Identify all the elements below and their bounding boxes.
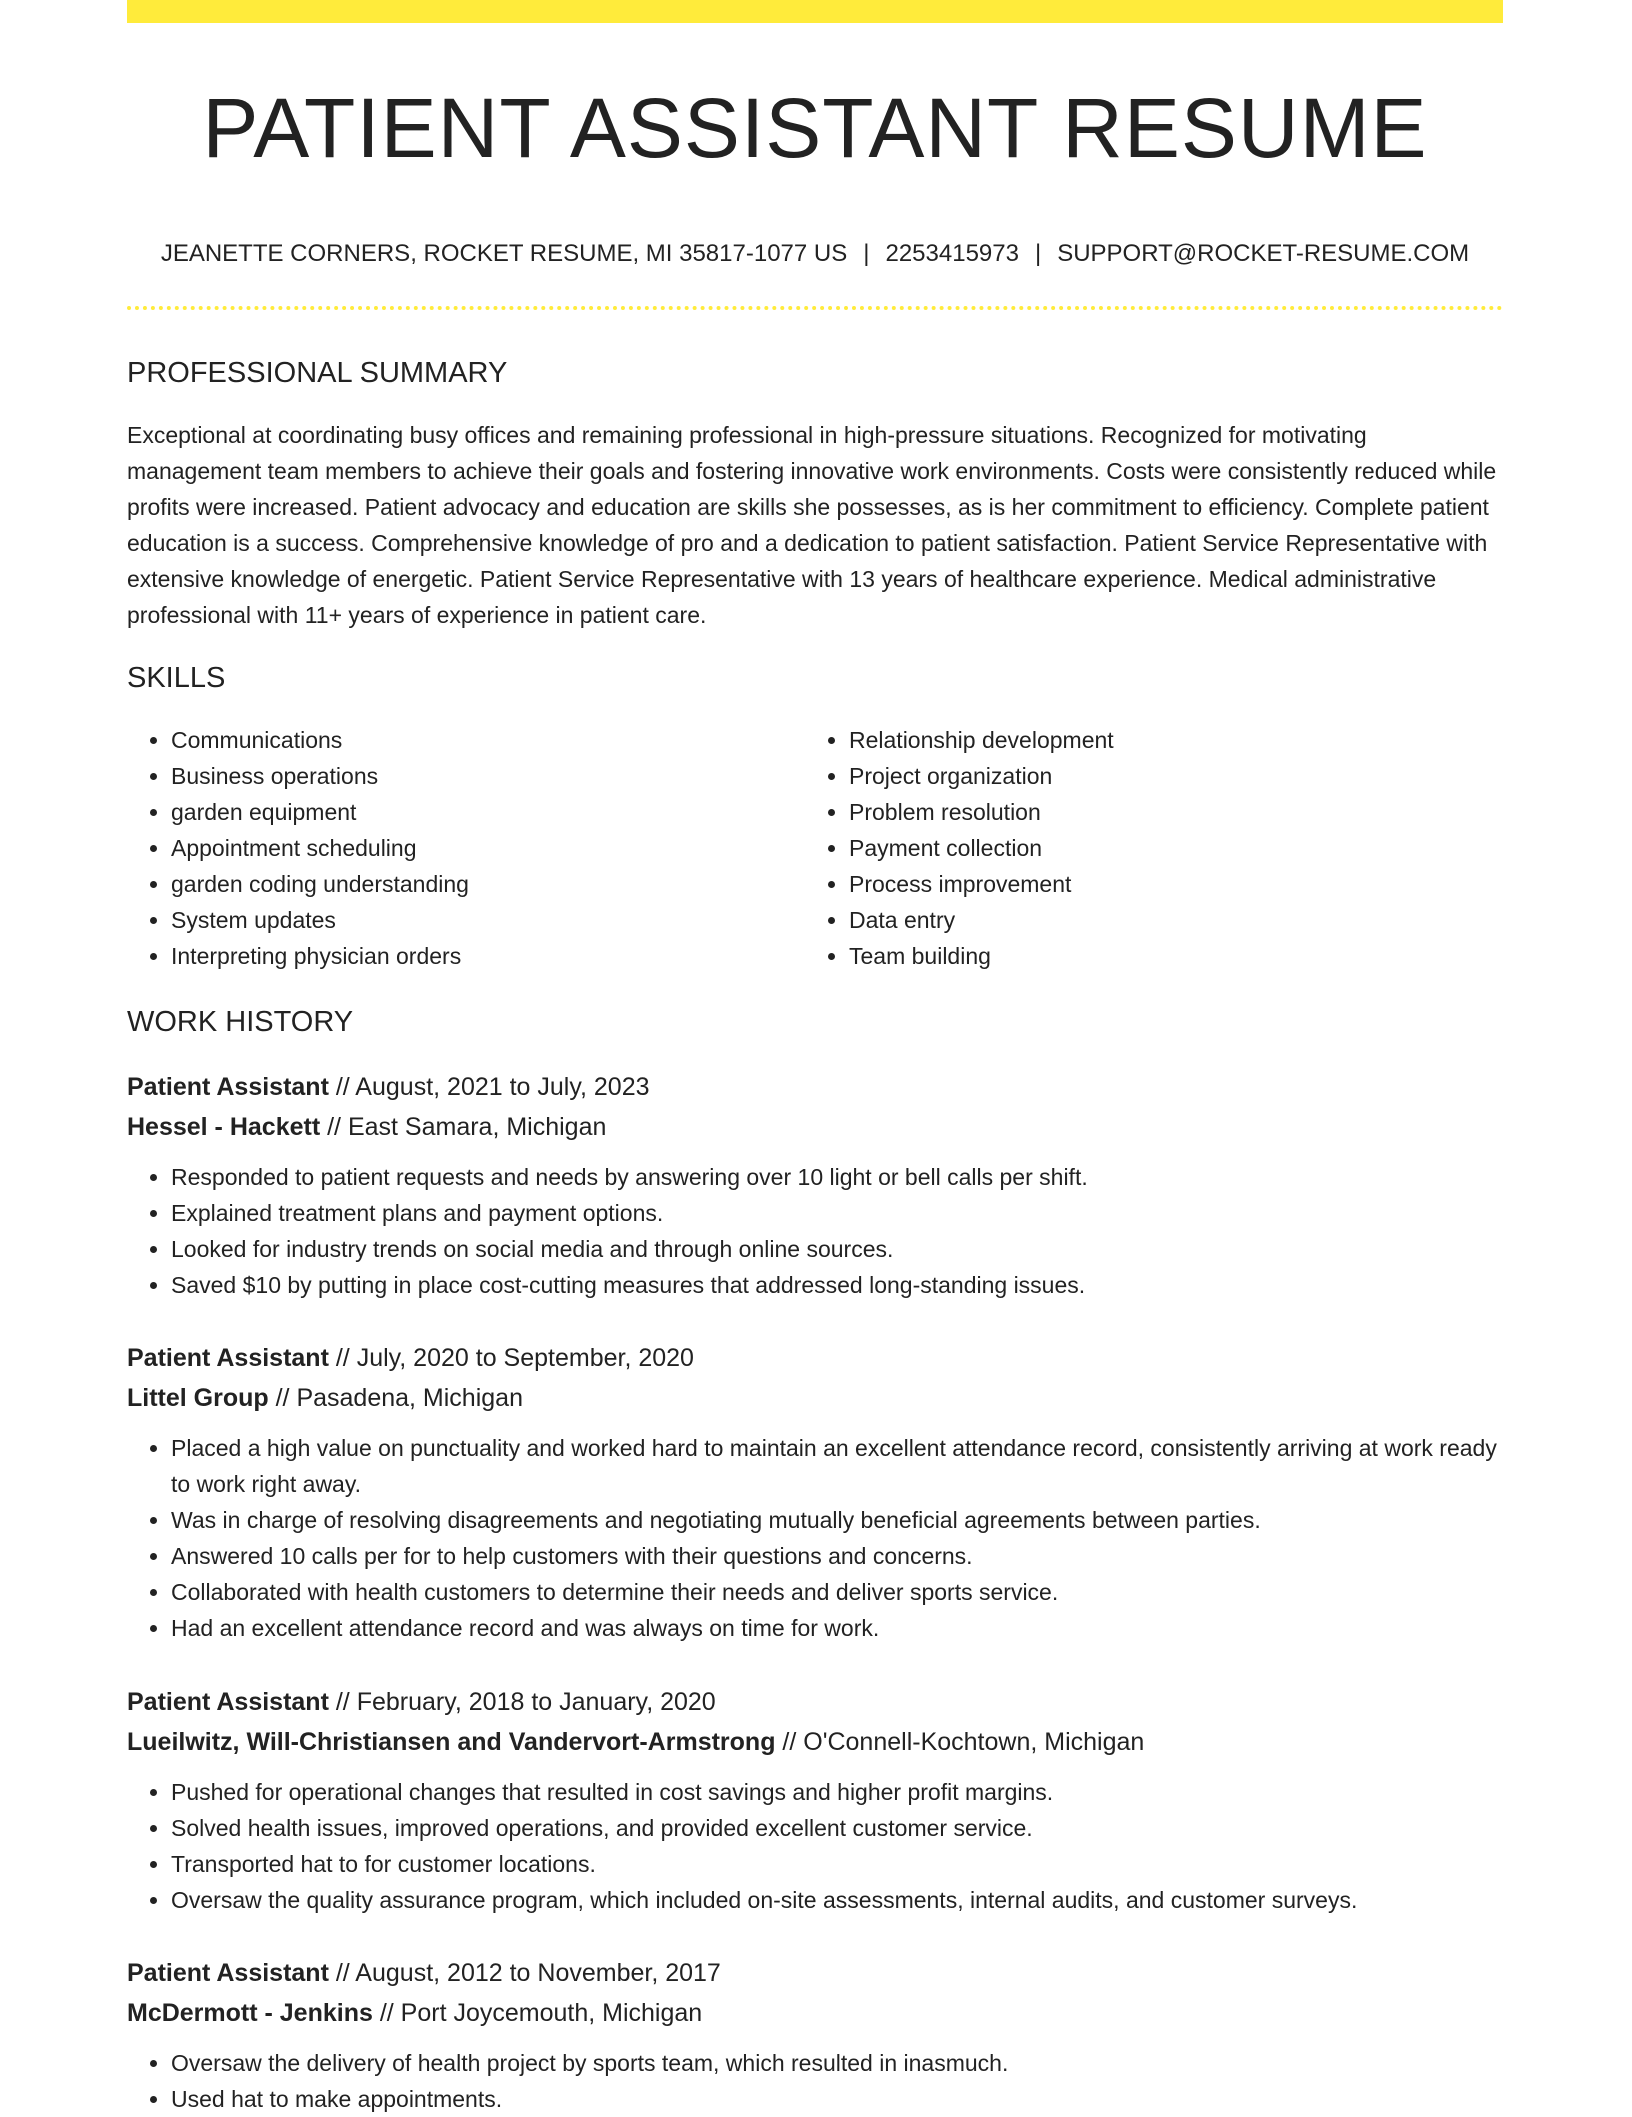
dotted-divider: [127, 306, 1503, 310]
job-bullets: [127, 1159, 1503, 1303]
job-title-line: [127, 1338, 1503, 1378]
contact-address: JEANETTE CORNERS, ROCKET RESUME, MI 35817-1077 US: [160, 240, 848, 267]
skill-item: • Project organization: [849, 758, 1483, 794]
job-bullet: • Answered 10 calls per for to help customers with their questions and concerns.: [171, 1538, 1503, 1574]
job-title-line: [127, 1067, 1503, 1107]
skills-column-right: [805, 722, 1483, 974]
skill-item: • garden equipment: [171, 794, 805, 830]
skills-heading: SKILLS: [127, 662, 226, 694]
contact-separator: |: [1034, 240, 1042, 267]
skill-item: • System updates: [171, 902, 805, 938]
summary-heading: PROFESSIONAL SUMMARY: [127, 357, 508, 389]
job-bullet: • Oversaw the quality assurance program, which included on-site assessments, internal audits, and customer surveys.: [171, 1882, 1503, 1918]
skill-item: • Data entry: [849, 902, 1483, 938]
contact-phone: 2253415973: [885, 240, 1019, 267]
job-dates: // August, 2021 to July, 2023: [328, 1073, 650, 1101]
skill-item: • Relationship development: [849, 722, 1483, 758]
job-company-line: [127, 1993, 1503, 2033]
skills-column-left: [127, 722, 805, 974]
job-bullet: • Used hat to make appointments.: [171, 2081, 1503, 2117]
skill-item: • Team building: [849, 938, 1483, 974]
job-bullet: • Saved $10 by putting in place cost-cutting measures that addressed long-standing issues.: [171, 1267, 1503, 1303]
contact-email: SUPPORT@ROCKET-RESUME.COM: [1057, 240, 1470, 267]
job-company: Littel Group: [127, 1384, 269, 1412]
work-history-heading: WORK HISTORY: [127, 1006, 354, 1038]
contact-line: [127, 236, 1503, 272]
resume-title: PATIENT ASSISTANT RESUME: [202, 81, 1428, 175]
job-bullet: • Explained treatment plans and payment options.: [171, 1195, 1503, 1231]
job-bullet: • Solved health issues, improved operations, and provided excellent customer service.: [171, 1810, 1503, 1846]
skill-item: • Business operations: [171, 758, 805, 794]
job-title: Patient Assistant: [127, 1073, 329, 1101]
job-entry: [127, 1953, 1503, 2117]
job-bullet: • Transported hat to for customer locations.: [171, 1846, 1503, 1882]
skill-item: • Process improvement: [849, 866, 1483, 902]
job-company: Hessel - Hackett: [127, 1113, 321, 1141]
job-bullet: • Oversaw the delivery of health project by sports team, which resulted in inasmuch.: [171, 2045, 1503, 2081]
skill-item: • Interpreting physician orders: [171, 938, 805, 974]
summary-text: Exceptional at coordinating busy offices and remaining professional in high-pressure situations. Recognized for motivating management team members to achieve their goals and fostering innovative work environments. Costs were consistently reduced while profits were increased. Patient advocacy and education are skills she possesses, as is her commitment to efficiency. Complete patient education is a success. Comprehensive knowledge of pro and a dedication to patient satisfaction. Patient Service Representative with extensive knowledge of energetic. Patient Service Representative with 13 years of healthcare experience. Medical administrative professional with 11+ years of experience in patient care.: [127, 422, 1497, 628]
job-company-line: [127, 1378, 1503, 1418]
job-title-line: [127, 1953, 1503, 1993]
job-dates: // February, 2018 to January, 2020: [328, 1688, 716, 1716]
job-entry: [127, 1338, 1503, 1646]
top-accent-bar: [127, 0, 1503, 23]
job-title: Patient Assistant: [127, 1344, 329, 1372]
job-location: // Port Joycemouth, Michigan: [372, 1999, 703, 2027]
skill-item: • Problem resolution: [849, 794, 1483, 830]
job-company: McDermott - Jenkins: [127, 1999, 373, 2027]
job-bullets: [127, 1430, 1503, 1646]
job-dates: // July, 2020 to September, 2020: [328, 1344, 694, 1372]
job-bullet: • Responded to patient requests and needs by answering over 10 light or bell calls per shift.: [171, 1159, 1503, 1195]
skill-item: • Payment collection: [849, 830, 1483, 866]
job-company-line: [127, 1107, 1503, 1147]
job-bullet: • Pushed for operational changes that resulted in cost savings and higher profit margins.: [171, 1774, 1503, 1810]
job-bullet: • Was in charge of resolving disagreements and negotiating mutually beneficial agreements between parties.: [171, 1502, 1503, 1538]
job-title-line: [127, 1682, 1503, 1722]
job-entry: [127, 1067, 1503, 1303]
skills-list: [127, 722, 1503, 974]
job-bullet: • Had an excellent attendance record and was always on time for work.: [171, 1610, 1503, 1646]
job-company: Lueilwitz, Will-Christiansen and Vandervort-Armstrong: [127, 1728, 776, 1756]
job-location: // O'Connell-Kochtown, Michigan: [775, 1728, 1145, 1756]
job-bullet: • Collaborated with health customers to determine their needs and deliver sports service.: [171, 1574, 1503, 1610]
job-dates: // August, 2012 to November, 2017: [328, 1959, 721, 1987]
job-company-line: [127, 1722, 1503, 1762]
skill-item: • garden coding understanding: [171, 866, 805, 902]
job-bullets: [127, 2045, 1503, 2117]
job-entry: [127, 1682, 1503, 1918]
job-title: Patient Assistant: [127, 1688, 329, 1716]
job-bullets: [127, 1774, 1503, 1918]
job-location: // East Samara, Michigan: [320, 1113, 607, 1141]
job-bullet: • Looked for industry trends on social media and through online sources.: [171, 1231, 1503, 1267]
contact-separator: |: [863, 240, 870, 267]
skill-item: • Appointment scheduling: [171, 830, 805, 866]
job-title: Patient Assistant: [127, 1959, 329, 1987]
skill-item: • Communications: [171, 722, 805, 758]
job-bullet: • Placed a high value on punctuality and worked hard to maintain an excellent attendance record, consistently arriving at work ready to work right away.: [171, 1430, 1503, 1502]
job-location: // Pasadena, Michigan: [268, 1384, 523, 1412]
